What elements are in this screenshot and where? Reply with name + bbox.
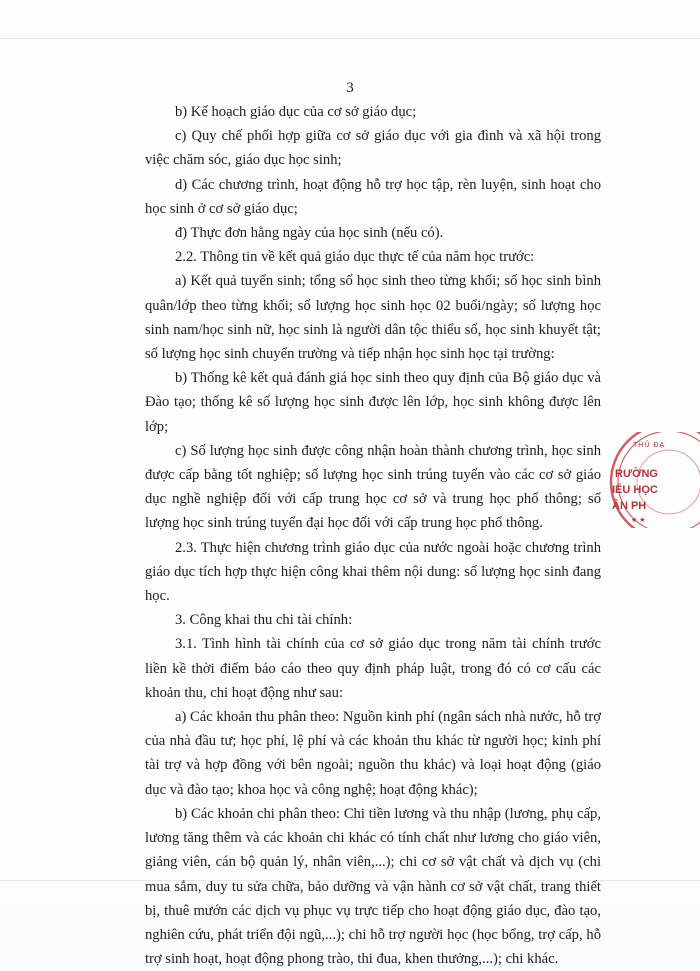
paragraph-2-2a: a) Kết quả tuyển sinh; tổng số học sinh theo từng khối; số học sinh bình quân/lớp theo từng khối; số lượng học sinh học 02 buổi/ngày; số lượng học sinh nam/học sinh nữ, học sinh là người dân tộc thiểu số, học sinh khuyết tật; số lượng học sinh chuyển trường và tiếp nhận học sinh học tại trường: [145, 273, 601, 363]
scan-edge-top [0, 38, 700, 39]
paragraph-1b: b) Kế hoạch giáo dục của cơ sở giáo dục; [175, 104, 417, 120]
stamp-stars: ★ ★ [631, 517, 646, 524]
paragraph-1c: c) Quy chế phối hợp giữa cơ sở giáo dục với gia đình và xã hội trong việc chăm sóc, giáo dục học sinh; [145, 128, 601, 169]
stamp-line-1: RƯỜNG [615, 468, 658, 480]
paragraph-1dd: đ) Thực đơn hằng ngày của học sinh (nếu có). [175, 225, 444, 242]
paragraph-1d: d) Các chương trình, hoạt động hỗ trợ học tập, rèn luyện, sinh hoạt cho học sinh ở cơ sở giáo dục; [145, 176, 601, 217]
stamp-line-3: ÂN PH [612, 500, 647, 512]
paragraph-3-1: 3.1. Tình hình tài chính của cơ sở giáo dục trong năm tài chính trước liền kề thời điểm báo cáo theo quy định pháp luật, trong đó có cơ cấu các khoản thu, chi hoạt động như sau: [145, 636, 601, 701]
school-seal-stamp [607, 432, 700, 528]
stamp-line-2: IỂU HỌC [612, 484, 658, 496]
document-body [145, 100, 601, 971]
stamp-top-text: THỦ ĐẠ [633, 442, 666, 449]
paragraph-3-1a: a) Các khoản thu phân theo: Nguồn kinh phí (ngân sách nhà nước, hỗ trợ của nhà đầu tư; học phí, lệ phí và các khoản thu khác từ người học; kinh phí tài trợ và hợp đồng với bên ngoài; nguồn thu khác) và loại hoạt động (giáo dục và đào tạo; khoa học và công nghệ; hoạt động khác); [145, 709, 601, 798]
paragraph-2-3: 2.3. Thực hiện chương trình giáo dục của nước ngoài hoặc chương trình giáo dục tích hợp thực hiện công khai thêm nội dung: số lượng học sinh đang học. [145, 539, 601, 605]
page-number: 3 [346, 80, 354, 96]
heading-3: 3. Công khai thu chi tài chính: [175, 612, 353, 629]
paragraph-3-1b: b) Các khoản chi phân theo: Chi tiền lương và thu nhập (lương, phụ cấp, lương tăng thêm và các khoản chi khác có tính chất như lương cho giáo viên, giảng viên, cán bộ quản lý, nhân viên,...); chi cơ sở vật chất và dịch vụ (chi mua sắm, duy tu sửa chữa, bảo dưỡng và vận hành cơ sở vật chất, trang thiết bị, thuê mướn các dịch vụ phục vụ trực tiếp cho hoạt động giáo dục, đào tạo, nghiên cứu, phát triển đội ngũ,...); chi hỗ trợ người học (học bổng, trợ cấp, hỗ trợ sinh hoạt, hoạt động phong trào, thi đua, khen thưởng,...); chi khác. [145, 805, 601, 968]
paragraph-2-2b: b) Thống kê kết quả đánh giá học sinh theo quy định của Bộ giáo dục và Đào tạo; thống kê số lượng học sinh được lên lớp, học sinh không được lên lớp; [145, 370, 601, 435]
paragraph-2-2: 2.2. Thông tin về kết quả giáo dục thực tế của năm học trước: [175, 249, 535, 266]
paragraph-2-2c: c) Số lượng học sinh được công nhận hoàn thành chương trình, học sinh được cấp bằng tốt nghiệp; số lượng học sinh trúng tuyển vào các cơ sở giáo dục nghề nghiệp đối với cấp trung học cơ sở và trung học phổ thông; số lượng học sinh trúng tuyển đại học đối với cấp trung học phổ thông. [145, 442, 601, 532]
